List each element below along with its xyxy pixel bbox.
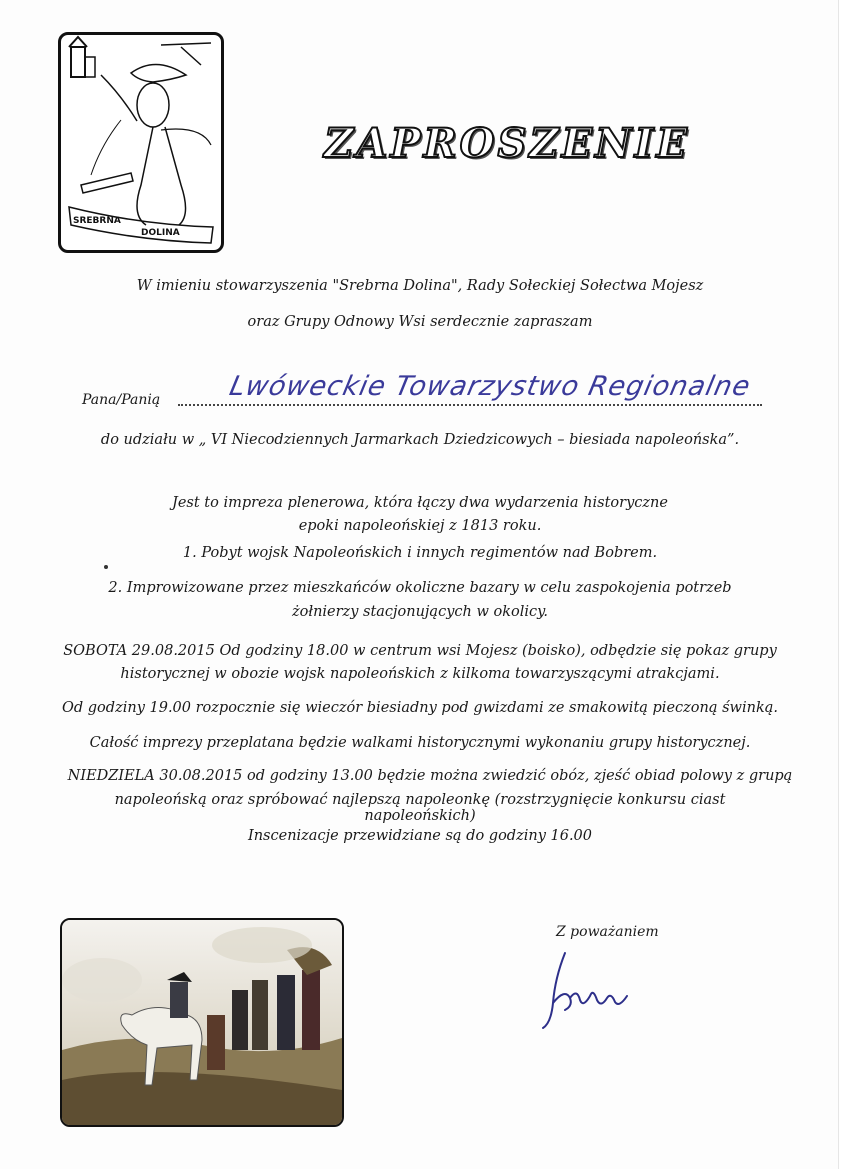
body-line-12: Inscenizacje przewidziane są do godziny 16.00: [247, 828, 593, 844]
signature: [535, 948, 635, 1033]
napoleon-battle-image: [60, 918, 344, 1127]
recipient-row: [82, 371, 762, 410]
body-line-11: napoleońską oraz spróbować najlepszą napoleonkę (rozstrzygnięcie konkursu ciast napoleońskich): [114, 792, 726, 824]
recipient-dotted-line: [178, 404, 762, 406]
logo-caption-left: SREBRNA: [73, 216, 121, 226]
srebrna-dolina-logo: [58, 32, 224, 253]
body-line-5: żołnierzy stacjonujących w okolicy.: [292, 604, 548, 620]
body-line-saturday: SOBOTA 29.08.2015 Od godziny 18.00 w centrum wsi Mojesz (boisko), odbędzie się pokaz grupy: [63, 643, 777, 659]
body-line-3: 1. Pobyt wojsk Napoleońskich i innych regimentów nad Bobrem.: [182, 545, 658, 561]
body-line-7: historycznej w obozie wojsk napoleońskich z kilkoma towarzyszącymi atrakcjami.: [120, 666, 720, 682]
regards-text: Z poważaniem: [556, 924, 659, 940]
participation-line: do udziału w „ VI Niecodziennych Jarmarkach Dziedzicowych – biesiada napoleońska”.: [100, 432, 740, 448]
page-title: ZAPROSZENIE: [324, 120, 690, 167]
body-line-sunday: NIEDZIELA 30.08.2015 od godziny 13.00 będzie można zwiedzić obóz, zjeść obiad polowy z grupą: [67, 768, 793, 784]
stray-dot: [104, 565, 108, 569]
recipient-label: Pana/Panią: [82, 392, 161, 408]
body-line-8: Od godziny 19.00 rozpocznie się wieczór biesiadny pod gwizdami ze smakowitą pieczoną świnką.: [62, 700, 778, 716]
body-line-4: 2. Improwizowane przez mieszkańców okoliczne bazary w celu zaspokojenia potrzeb: [108, 580, 732, 596]
body-line-2: epoki napoleońskiej z 1813 roku.: [298, 518, 542, 534]
battle-painting: [62, 920, 342, 1125]
logo-drawing: [61, 35, 221, 250]
logo-caption-right: DOLINA: [141, 228, 180, 238]
body-line-1: Jest to impreza plenerowa, która łączy dwa wydarzenia historyczne: [172, 495, 668, 511]
invite-line-1: W imieniu stowarzyszenia "Srebrna Dolina", Rady Sołeckiej Sołectwa Mojesz: [136, 278, 704, 294]
body-line-9: Całość imprezy przeplatana będzie walkami historycznymi wykonaniu grupy historycznej.: [89, 735, 751, 751]
invite-line-2: oraz Grupy Odnowy Wsi serdecznie zapraszam: [247, 314, 593, 330]
recipient-name: Lwóweckie Towarzystwo Regionalne: [226, 371, 754, 402]
